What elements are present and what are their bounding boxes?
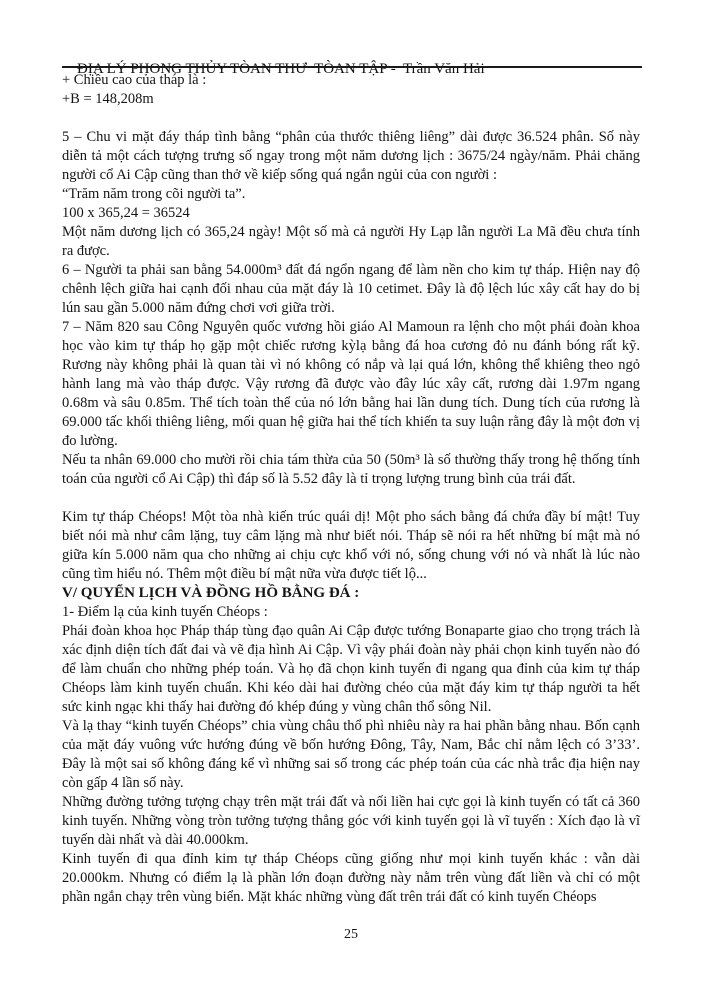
- paragraph-cheops-meridian: Kinh tuyến đi qua đỉnh kim tự tháp Chéops cũng giống như mọi kinh tuyến khác : vẫn dài 20.000km. Nhưng có điểm lạ là phần lớn đoạn đường này nằm trên vùng đất liền và chỉ có một phần ngắn chạy trên vùng biển. Mặt khác những vùng đất trên trái đất có kinh tuyến Chéops: [62, 851, 640, 905]
- paragraph-meridian-definition: Những đường tưởng tượng chạy trên mặt trái đất và nối liền hai cực gọi là kinh tuyến có tất cả 360 kinh tuyến. Những vòng tròn tưởng tượng thẳng góc với kinh tuyến gọi là vĩ tuyến : Xích đạo là vĩ tuyến dài nhất và dài 40.000km.: [62, 794, 640, 848]
- section-heading: V/ QUYỂN LỊCH VÀ ĐỒNG HỒ BẰNG ĐÁ :: [62, 585, 360, 601]
- paragraph-meridian-split: Và lạ thay “kinh tuyến Chéops” chia vùng châu thổ phì nhiêu này ra hai phần bằng nhau. Bốn cạnh của mặt đáy vuông vức hướng đúng về bốn hướng Đông, Tây, Nam, Bắc chỉ nằm lệch có 3’33’. Đây là một sai số không đáng kể vì những sai số trong các phép toán của các nhà trắc địa hiện nay còn gấp 4 lần số này.: [62, 718, 640, 791]
- paragraph-equation: 100 x 365,24 = 36524: [62, 205, 190, 221]
- paragraph-quote: “Trăm năm trong cõi người ta”.: [62, 186, 246, 202]
- paragraph-calculation: Nếu ta nhân 69.000 cho mười rồi chia tám thừa của 50 (50m³ là số thường thấy trong hệ thống tính toán của người cổ Ai Cập) thì đáp số là 5.52 đây là tỉ trọng lượng trung bình của trái đất.: [62, 452, 640, 487]
- document-body: [62, 71, 640, 907]
- header-title: ĐỊA LÝ PHONG THỦY TÒAN THƯ TÒAN TẬP - Trần Văn Hải: [77, 61, 485, 77]
- paragraph-item-6: 6 – Người ta phải san bằng 54.000m³ đất đá ngổn ngang để làm nền cho kim tự tháp. Hiện nay độ chênh lệch giữa hai cạnh đối nhau của mặt đáy là 10 cetimet. Đây là độ lệch lúc xây cất hay do bị lún sau gần 5.000 năm đứng chơi vơi giữa trời.: [62, 262, 640, 316]
- line-tower-height-value: +B = 148,208m: [62, 91, 154, 107]
- subsection-heading: 1- Điểm lạ của kinh tuyến Chéops :: [62, 604, 268, 620]
- page-number: 25: [344, 927, 358, 942]
- line-tower-height-label: + Chiều cao của tháp là :: [62, 72, 207, 88]
- page-footer: [0, 927, 702, 943]
- paragraph-french-expedition: Phái đoàn khoa học Pháp tháp tùng đạo quân Ai Cập được tướng Bonaparte giao cho trọng trách là xác định diện tích đất đai và vẽ địa hình Ai Cập. Vì vậy phái đoàn này phải chọn kinh tuyến nào đó để làm chuẩn cho những phép toán. Và họ đã chọn kinh tuyến đi ngang qua đỉnh của kim tự tháp Chéops làm kinh tuyến chuẩn. Khi kéo dài hai đường chéo của mặt đáy kim tự tháp người ta hết sức kinh ngạc khi thấy hai đường đó khép đúng y vùng chân thổ sông Nil.: [62, 623, 640, 715]
- paragraph-cheops-summary: Kim tự tháp Chéops! Một tòa nhà kiến trúc quái dị! Một pho sách bằng đá chứa đầy bí mật! Tuy biết nói mà như câm lặng, tuy câm lặng mà như biết nói. Tháp sẽ nói ra hết những bí mật mà nó giữa kín 5.000 năm qua cho những ai chịu cực khổ với nó, sống chung với nó và nhất là lúc nào cũng tìm hiểu nó. Thêm một điều bí mật nữa vừa được tiết lộ...: [62, 509, 640, 582]
- paragraph-item-7: 7 – Năm 820 sau Công Nguyên quốc vương hồi giáo Al Mamoun ra lệnh cho một phái đoàn khoa học vào kim tự tháp họ gặp một chiếc rương kỳlạ bằng đá hoa cương đỏ nu đánh bóng rất kỹ. Rương này không phải là quan tài vì nó không có nắp và lại quá lớn, không thể khiêng theo ngỏ hành lang mà vào tháp được. Vậy rương đã được vào đây lúc xây cất, rương dài 1.97m ngang 0.68m và sâu 0.85m. Thể tích toàn thể của nó lớn bằng hai lần dung tích. Dung tích của rương là 69.000 tấc khối thiêng liêng, mối quan hệ giữa hai thể tích khiến ta suy luận rằng đây là một đơn vị đo lường.: [62, 319, 640, 449]
- header-divider: [62, 66, 642, 68]
- paragraph-item-5: 5 – Chu vi mặt đáy tháp tình bằng “phân của thước thiêng liêng” dài được 36.524 phân. Số này diễn tả một cách tượng trưng số ngay trong một năm dương lịch : 3675/24 ngày/năm. Phải chăng người cổ Ai Cập cũng than thở về kiếp sống quá ngắn ngủi của con người :: [62, 129, 640, 183]
- paragraph-solar-year: Một năm dương lịch có 365,24 ngày! Một số mà cả người Hy Lạp lẫn người La Mã đều chưa tính ra được.: [62, 224, 640, 259]
